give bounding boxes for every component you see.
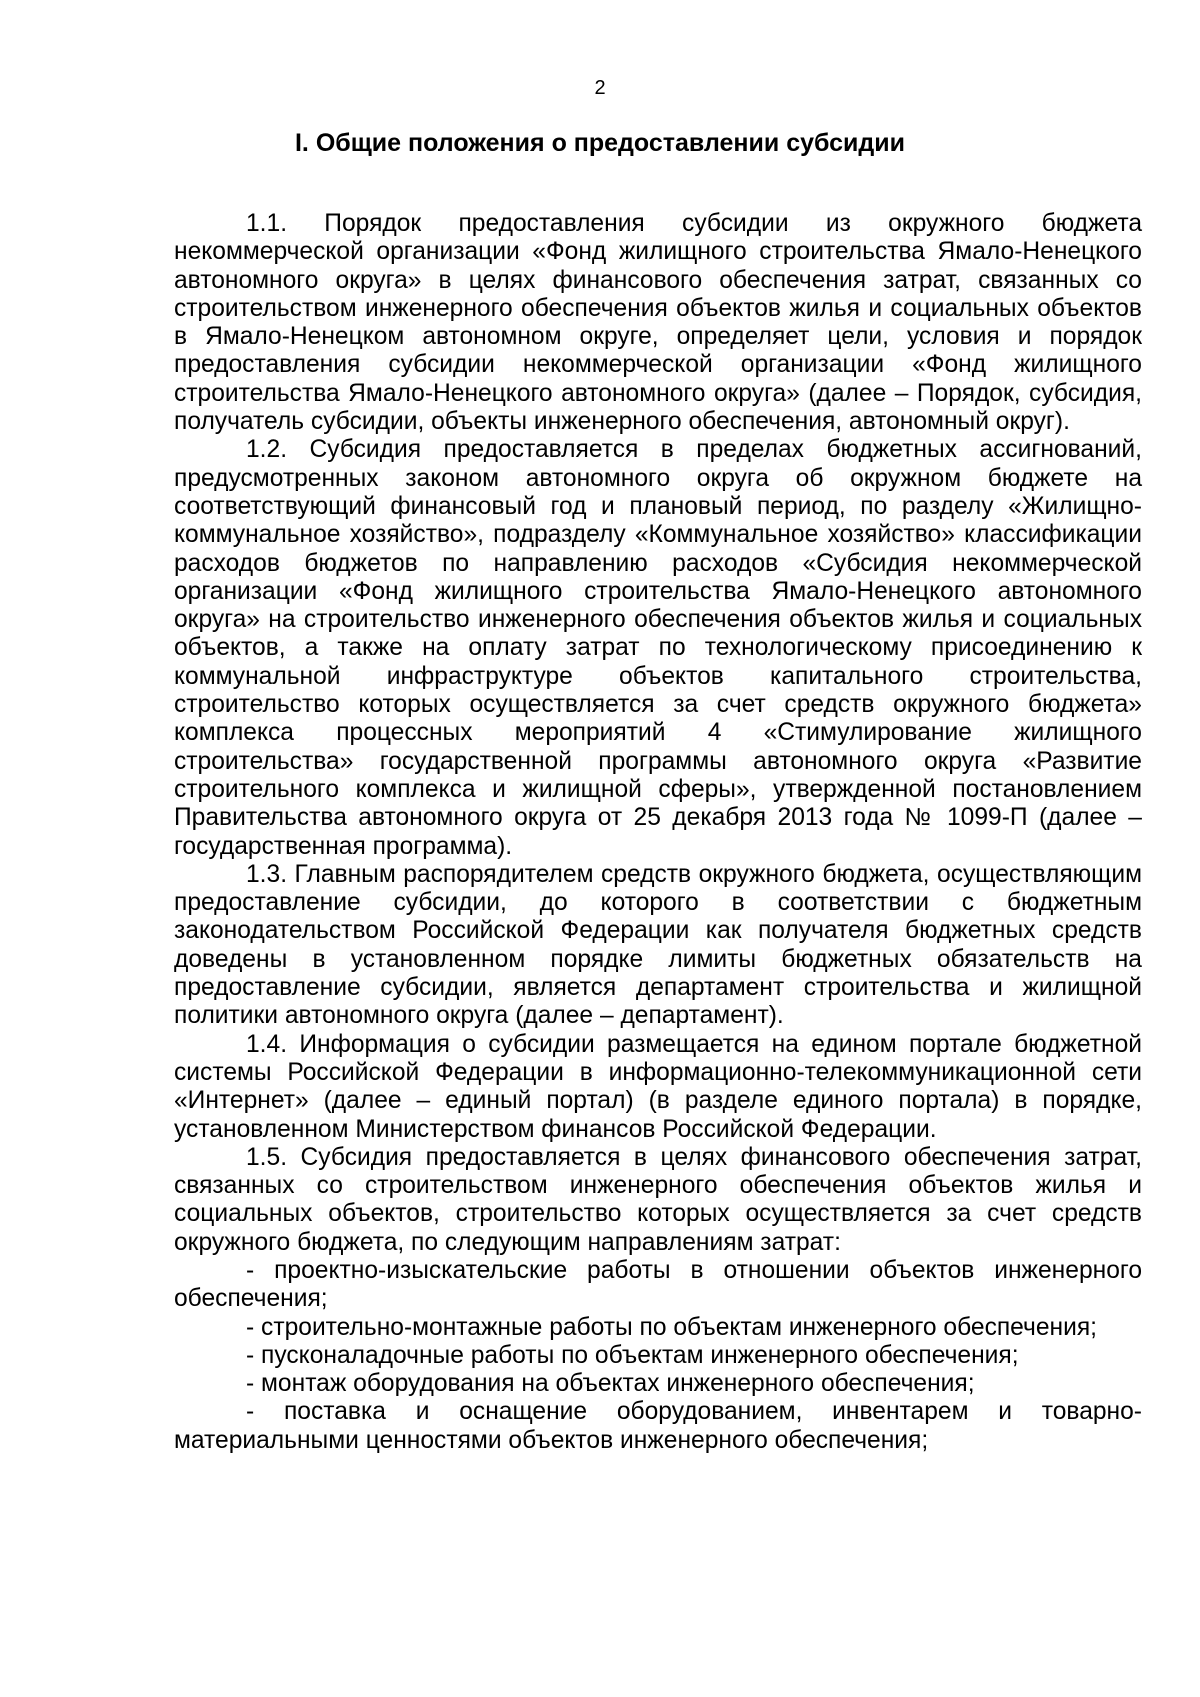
list-item-equipment-supply: - поставка и оснащение оборудованием, инвентарем и товарно-материальными ценностями объектов инженерного обеспечения; [174,1398,1142,1454]
paragraph-1-4: 1.4. Информация о субсидии размещается на едином портале бюджетной системы Российской Федерации в информационно-телекоммуникационной сети «Интернет» (далее – единый портал) (в разделе единого портала) в порядке, установленном Министерством финансов Российской Федерации. [174,1030,1142,1143]
list-item-equipment-installation: - монтаж оборудования на объектах инженерного обеспечения; [246,1370,975,1398]
page-number: 2 [594,77,606,99]
paragraph-1-3: 1.3. Главным распорядителем средств окружного бюджета, осуществляющим предоставление субсидии, до которого в соответствии с бюджетным законодательством Российской Федерации как получателя бюджетных средств доведены в установленном порядке лимиты бюджетных обязательств на предоставление субсидии, является департамент строительства и жилищной политики автономного округа (далее – департамент). [174,860,1142,1030]
list-item-commissioning-works: - пусконаладочные работы по объектам инженерного обеспечения; [246,1341,1019,1369]
paragraph-1-5: 1.5. Субсидия предоставляется в целях финансового обеспечения затрат, связанных со строительством инженерного обеспечения объектов жилья и социальных объектов, строительство которых осуществляется за счет средств окружного бюджета, по следующим направлениям затрат: [174,1143,1142,1256]
list-item-construction-works: - строительно-монтажные работы по объектам инженерного обеспечения; [246,1313,1098,1341]
paragraph-1-2: 1.2. Субсидия предоставляется в пределах бюджетных ассигнований, предусмотренных законом автономного округа об окружном бюджете на соответствующий финансовый год и плановый период, по разделу «Жилищно-коммунальное хозяйство», подразделу «Коммунальное хозяйство» классификации расходов бюджетов по направлению расходов «Субсидия некоммерческой организации «Фонд жилищного строительства Ямало-Ненецкого автономного округа» на строительство инженерного обеспечения объектов жилья и социальных объектов, а также на оплату затрат по технологическому присоединению к коммунальной инфраструктуре объектов капитального строительства, строительство которых осуществляется за счет средств окружного бюджета» комплекса процессных мероприятий 4 «Стимулирование жилищного строительства» государственной программы автономного округа «Развитие строительного комплекса и жилищной сферы», утвержденной постановлением Правительства автономного округа от 25 декабря 2013 года № 1099-П (далее – государственная программа). [174,436,1142,860]
section-title: I. Общие положения о предоставлении субсидии [294,129,905,157]
paragraph-1-1: 1.1. Порядок предоставления субсидии из окружного бюджета некоммерческой организации «Фонд жилищного строительства Ямало-Ненецкого автономного округа» в целях финансового обеспечения затрат, связанных со строительством инженерного обеспечения объектов жилья и социальных объектов в Ямало-Ненецком автономном округе, определяет цели, условия и порядок предоставления субсидии некоммерческой организации «Фонд жилищного строительства Ямало-Ненецкого автономного округа» (далее – Порядок, субсидия, получатель субсидии, объекты инженерного обеспечения, автономный округ). [174,210,1142,436]
list-item-survey-works: - проектно-изыскательские работы в отношении объектов инженерного обеспечения; [174,1256,1142,1313]
document-body [174,210,1142,1455]
